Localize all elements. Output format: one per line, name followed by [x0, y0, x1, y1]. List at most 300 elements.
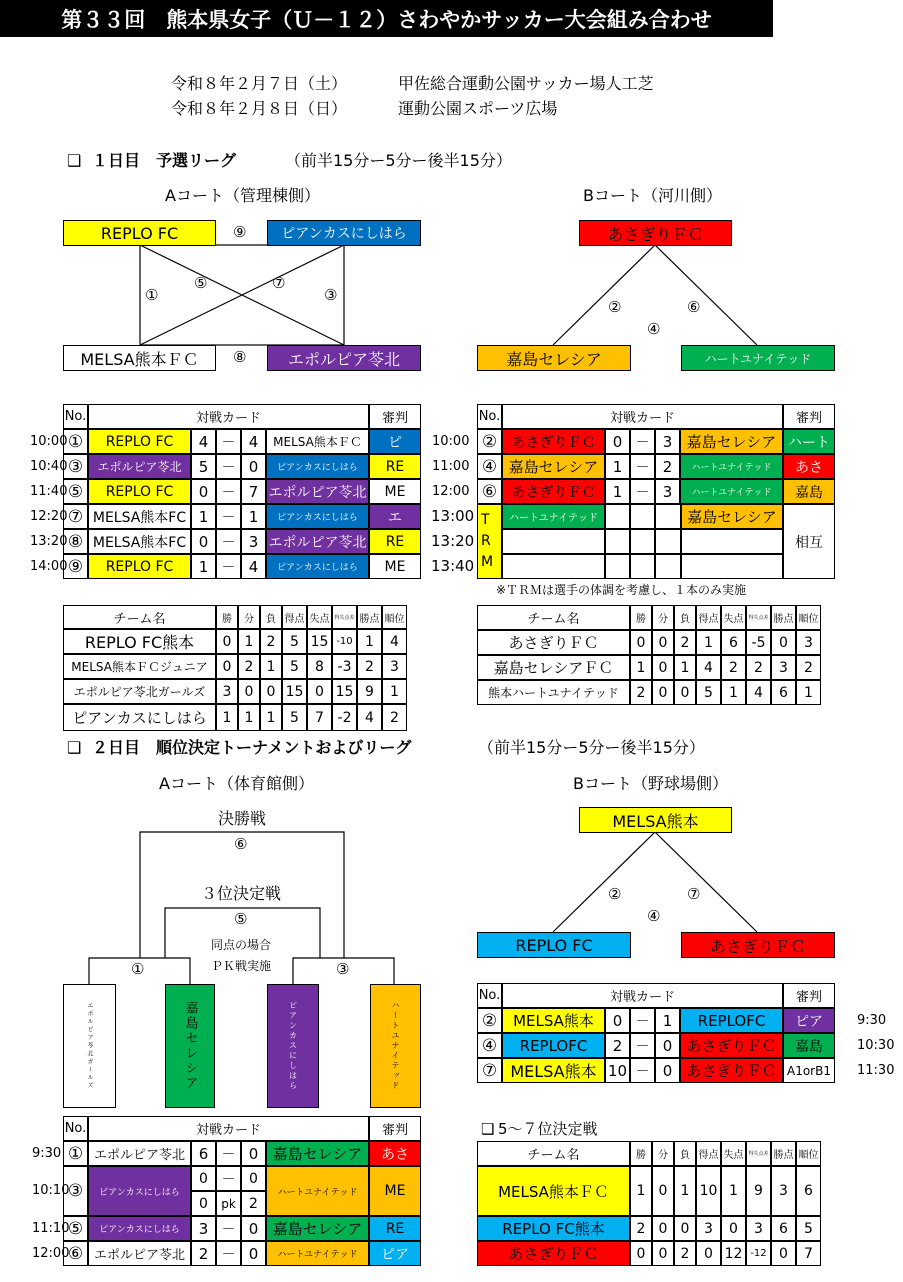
table-header-card: 対戦カード [88, 1116, 369, 1141]
match-away-score: 0 [241, 454, 266, 479]
match-no: ⑦ [63, 504, 88, 529]
standings-value: 1 [796, 680, 821, 705]
standings-value: 0 [216, 654, 238, 679]
standings-value: 1 [630, 655, 652, 680]
standings-header: 負 [260, 605, 282, 629]
day1-courtB-game-l: ② [608, 298, 622, 316]
day1-courtB-game-c: ④ [647, 320, 661, 338]
match-time: 12:20 [30, 509, 68, 524]
standings-value: 12 [721, 1241, 746, 1266]
match-time: 9:30 [32, 1146, 62, 1161]
standings-value: 5 [696, 680, 721, 705]
match-home-team: REPLO FC [88, 554, 191, 579]
standings-header: 失点 [307, 605, 332, 629]
match-no: ⑧ [63, 529, 88, 554]
standings-value: 2 [238, 654, 260, 679]
trm-cell [630, 554, 655, 579]
standings-header: 失点 [721, 1141, 746, 1166]
match-referee: エ [369, 504, 421, 529]
match-referee: ME [369, 479, 421, 504]
match-pk-label: pk [216, 1191, 241, 1216]
day1-courtA-name: Aコート（管理棟側） [165, 186, 320, 205]
match-home-team: あさぎりＦＣ [502, 429, 605, 454]
match-dash: － [216, 504, 241, 529]
match-time: 10:10 [32, 1183, 70, 1198]
match-away-score: 4 [241, 554, 266, 579]
match-dash: － [216, 1141, 241, 1166]
standings-value: 15 [282, 679, 307, 704]
match-away-team: REPLOFC [680, 1008, 783, 1033]
standings-value: 0 [630, 1241, 652, 1266]
match-home-team: エポルピア苓北 [88, 1241, 191, 1266]
match-no: ⑨ [63, 554, 88, 579]
match-home-score: 1 [605, 454, 630, 479]
standings-value: 1 [721, 680, 746, 705]
match-no: ① [63, 1141, 88, 1166]
standings-header: 分 [238, 605, 260, 629]
standings-value: 3 [696, 1216, 721, 1241]
standings-value: 8 [307, 654, 332, 679]
semi1-game-no: ① [131, 960, 145, 978]
standings-value: 15 [307, 629, 332, 654]
match-home-pk: 0 [191, 1191, 216, 1216]
standings-value: 2 [746, 655, 771, 680]
match-home-team: MELSA熊本 [502, 1008, 605, 1033]
standings-team: ピアンカスにしはら [63, 704, 216, 731]
standings-team: 嘉島セレシアＦＣ [477, 655, 630, 680]
trm-cell [655, 554, 681, 579]
match-home-score: 1 [191, 504, 216, 529]
match-dash: － [630, 1033, 655, 1058]
match-no: ③ [63, 454, 88, 479]
day2-courtB-team-bl: REPLO FC [477, 932, 631, 958]
match-time: 13:20 [30, 534, 68, 549]
match-away-score: 0 [655, 1058, 680, 1083]
match-time: 11:30 [857, 1063, 895, 1078]
day1-courtA-game-cl: ⑤ [194, 274, 208, 292]
match-away-team: 嘉島セレシア [266, 1216, 369, 1241]
standings-value: 9 [357, 679, 382, 704]
standings-value: 2 [630, 680, 652, 705]
match-referee: ME [369, 1166, 421, 1216]
match-away-score: 3 [241, 529, 266, 554]
match-referee: 嘉島 [783, 1033, 835, 1058]
table-header-ref: 審判 [783, 983, 835, 1008]
match-no: ⑤ [63, 479, 88, 504]
standings-value: 0 [771, 1241, 796, 1266]
standings-value: 5 [796, 1216, 821, 1241]
match-away-score: 1 [655, 1008, 680, 1033]
match-time: 10:00 [30, 434, 68, 449]
standings-header: 得点 [696, 1141, 721, 1166]
table-header-card: 対戦カード [88, 404, 369, 429]
standings-value: 4 [357, 704, 382, 731]
match-referee: ピア [369, 1241, 421, 1266]
match-referee: RE [369, 1216, 421, 1241]
match-home-score: 4 [191, 429, 216, 454]
match-dash: － [630, 479, 655, 504]
match-away-team: MELSA熊本ＦＣ [266, 429, 369, 454]
trm-ref: 相互 [783, 504, 835, 579]
standings-value: -12 [746, 1241, 771, 1266]
standings-value: 0 [652, 655, 674, 680]
day2-courtB-game-r: ⑦ [687, 885, 701, 903]
standings-value: 0 [652, 1216, 674, 1241]
match-dash: － [216, 429, 241, 454]
standings-header: 分 [652, 1141, 674, 1166]
day1-courtA-team-br: エポルピア苓北 [267, 345, 421, 371]
standings-value: 1 [674, 655, 696, 680]
standings-value: 7 [307, 704, 332, 731]
match-away-score: 0 [241, 1166, 266, 1191]
match-home-team: エポルピア苓北 [88, 1141, 191, 1166]
place57-title: 5～７位決定戦 [498, 1120, 598, 1138]
match-dash: － [216, 479, 241, 504]
trm-time3: 13:40 [431, 557, 475, 575]
match-home-team: ピアンカスにしはら [88, 1166, 191, 1216]
standings-header: 負 [674, 605, 696, 630]
match-away-team: ハートユナイテッド [680, 479, 783, 504]
bracket-team-3: ピアンカスにしはら [267, 984, 319, 1108]
match-home-team: 嘉島セレシア [502, 454, 605, 479]
table-header-no: No. [63, 1116, 88, 1141]
standings-value: 2 [382, 704, 407, 731]
match-dash: － [630, 1058, 655, 1083]
match-no: ③ [63, 1166, 88, 1216]
final-label: 決勝戦 [218, 809, 267, 828]
match-home-score: 5 [191, 454, 216, 479]
standings-value: 1 [382, 679, 407, 704]
standings-value: 3 [216, 679, 238, 704]
match-home-score: 0 [605, 429, 630, 454]
match-no: ⑥ [477, 479, 502, 504]
standings-value: -3 [332, 654, 357, 679]
venue-day1: 甲佐総合運動公園サッカー場人工芝 [398, 74, 654, 93]
standings-value: 2 [721, 655, 746, 680]
day2-courtB-team-br: あさぎりＦＣ [681, 932, 835, 958]
match-referee: あさ [369, 1141, 421, 1166]
standings-value: 0 [674, 680, 696, 705]
match-home-score: 0 [605, 1008, 630, 1033]
match-referee: ピ [369, 429, 421, 454]
standings-value: 5 [282, 629, 307, 654]
match-no: ⑦ [477, 1058, 502, 1083]
standings-value: 15 [332, 679, 357, 704]
standings-header: 負 [674, 1141, 696, 1166]
match-dash: － [216, 554, 241, 579]
standings-header: 得失点差 [746, 1141, 771, 1166]
table-header-ref: 審判 [369, 404, 421, 429]
match-away-score: 0 [655, 1033, 680, 1058]
standings-value: 0 [652, 1166, 674, 1216]
match-away-team: 嘉島セレシア [266, 1141, 369, 1166]
match-time: 10:00 [432, 434, 470, 449]
standings-team: あさぎりＦＣ [477, 1241, 630, 1266]
page-title: 第３３回 熊本県女子（Ｕ－１２）さわやかサッカー大会組み合わせ [0, 0, 773, 37]
match-home-team: エポルピア苓北 [88, 454, 191, 479]
standings-value: 1 [721, 1166, 746, 1216]
standings-value: 9 [746, 1166, 771, 1216]
standings-value: 3 [796, 630, 821, 655]
trm-cell [655, 504, 681, 529]
standings-header: 勝点 [771, 1141, 796, 1166]
match-away-team: ハートユナイテッド [266, 1166, 369, 1216]
match-away-team: ハートユナイテッド [680, 454, 783, 479]
standings-value: 3 [771, 655, 796, 680]
match-dash: － [630, 1008, 655, 1033]
standings-value: -2 [332, 704, 357, 731]
standings-value: 1 [630, 1166, 652, 1216]
standings-value: 1 [357, 629, 382, 654]
standings-header: 順位 [796, 605, 821, 630]
standings-value: -5 [746, 630, 771, 655]
standings-value: 6 [771, 1216, 796, 1241]
match-home-team: ピアンカスにしはら [88, 1216, 191, 1241]
day1-courtA-game-right: ③ [324, 286, 338, 304]
standings-value: 5 [282, 654, 307, 679]
match-away-score: 4 [241, 429, 266, 454]
table-header-no: No. [63, 404, 88, 429]
standings-value: 6 [796, 1166, 821, 1216]
match-time: 11:00 [432, 459, 470, 474]
match-away-team: ピアンカスにしはら [266, 454, 369, 479]
standings-value: 2 [630, 1216, 652, 1241]
standings-header: チーム名 [477, 1141, 630, 1166]
match-away-pk: 2 [241, 1191, 266, 1216]
table-header-card: 対戦カード [502, 983, 783, 1008]
trm-cell [630, 504, 655, 529]
standings-value: 0 [771, 630, 796, 655]
standings-value: 0 [260, 679, 282, 704]
match-away-score: 7 [241, 479, 266, 504]
table-header-card: 対戦カード [502, 404, 783, 429]
match-time: 11:10 [32, 1221, 70, 1236]
day2-courtB-name: Bコート（野球場側） [573, 774, 728, 793]
match-home-score: 2 [605, 1033, 630, 1058]
table-header-ref: 審判 [369, 1116, 421, 1141]
match-dash: － [216, 1241, 241, 1266]
third-game-no: ⑤ [234, 910, 248, 928]
standings-value: 1 [674, 1166, 696, 1216]
date-day1: 令和８年２月７日（土） [171, 74, 348, 93]
match-dash: － [216, 454, 241, 479]
match-dash: － [216, 1216, 241, 1241]
day1-courtB-game-r: ⑥ [687, 298, 701, 316]
standings-value: 3 [382, 654, 407, 679]
standings-value: 2 [260, 629, 282, 654]
match-home-team: MELSA熊本FC [88, 504, 191, 529]
match-no: ④ [477, 1033, 502, 1058]
match-time: 11:40 [30, 484, 68, 499]
standings-header: 勝 [216, 605, 238, 629]
standings-team: REPLO FC熊本 [477, 1216, 630, 1241]
standings-value: 0 [630, 630, 652, 655]
trm-cell [630, 529, 655, 554]
match-time: 14:00 [30, 559, 68, 574]
standings-value: 3 [771, 1166, 796, 1216]
standings-header: チーム名 [63, 605, 216, 629]
match-away-score: 3 [655, 429, 680, 454]
match-referee: ME [369, 554, 421, 579]
day1-courtA-team-tl: REPLO FC [63, 220, 216, 246]
match-away-score: 1 [241, 504, 266, 529]
trm-time1: 13:00 [431, 507, 475, 525]
standings-value: 10 [696, 1166, 721, 1216]
match-away-score: 0 [241, 1141, 266, 1166]
match-no: ② [477, 429, 502, 454]
match-dash: － [630, 454, 655, 479]
trm-note: ※ＴＲＭは選手の体調を考慮し、１本のみ実施 [496, 583, 747, 597]
match-away-team: 嘉島セレシア [680, 429, 783, 454]
standings-team: 熊本ハートユナイテッド [477, 680, 630, 705]
trm-home: ハートユナイテッド [502, 504, 605, 529]
semi2-game-no: ③ [336, 960, 350, 978]
day1-courtA-team-bl: MELSA熊本ＦＣ [63, 345, 216, 371]
standings-value: 2 [357, 654, 382, 679]
trm-cell [681, 554, 783, 579]
standings-header: チーム名 [477, 605, 630, 630]
standings-header: 得失点差 [332, 605, 357, 629]
match-home-score: 10 [605, 1058, 630, 1083]
standings-header: 分 [652, 605, 674, 630]
venue-day2: 運動公園スポーツ広場 [398, 99, 558, 118]
match-home-score: 1 [191, 554, 216, 579]
day1-courtB-team-br: ハートユナイテッド [681, 345, 835, 371]
match-dash: － [216, 1166, 241, 1191]
standings-team: REPLO FC熊本 [63, 629, 216, 654]
match-home-team: MELSA熊本FC [88, 529, 191, 554]
standings-team: MELSA熊本ＦＣジュニア [63, 654, 216, 679]
match-time: 10:30 [857, 1038, 895, 1053]
trm-cell [605, 529, 630, 554]
standings-header: 得点 [696, 605, 721, 630]
day2-header: ２日目 順位決定トーナメントおよびリーグ [92, 738, 412, 757]
match-home-team: REPLOFC [502, 1033, 605, 1058]
match-home-score: 6 [191, 1141, 216, 1166]
match-no: ① [63, 429, 88, 454]
standings-header: 勝点 [357, 605, 382, 629]
day2-courtA-name: Aコート（体育館側） [159, 774, 314, 793]
standings-header: 得点 [282, 605, 307, 629]
standings-value: 4 [746, 680, 771, 705]
day1-header: １日目 予選リーグ [92, 151, 237, 170]
pk-note-1: 同点の場合 [211, 938, 272, 952]
match-home-score: 0 [191, 1166, 216, 1191]
match-dash: － [630, 429, 655, 454]
trm-away: 嘉島セレシア [681, 504, 783, 529]
standings-value: 0 [238, 679, 260, 704]
match-home-team: MELSA熊本 [502, 1058, 605, 1083]
day1-courtA-game-top: ⑨ [233, 223, 247, 241]
standings-value: 1 [238, 704, 260, 731]
standings-value: 2 [674, 1241, 696, 1266]
day2-format: （前半15分ー5分ー後半15分） [478, 738, 705, 757]
standings-value: 6 [721, 630, 746, 655]
day1-courtA-game-bottom: ⑧ [233, 348, 247, 366]
standings-team: エポルピア苓北ガールズ [63, 679, 216, 704]
standings-value: -10 [332, 629, 357, 654]
table-header-no: No. [477, 983, 502, 1008]
standings-value: 0 [696, 1241, 721, 1266]
standings-value: 0 [721, 1216, 746, 1241]
trm-cell [605, 504, 630, 529]
standings-value: 1 [216, 704, 238, 731]
day1-courtA-game-cr: ⑦ [272, 274, 286, 292]
day1-courtA-team-tr: ピアンカスにしはら [267, 220, 421, 246]
trm-cell [502, 554, 605, 579]
standings-value: 0 [216, 629, 238, 654]
match-no: ⑤ [63, 1216, 88, 1241]
day1-checkbox-icon: ❑ [67, 151, 82, 170]
match-no: ② [477, 1008, 502, 1033]
standings-value: 1 [238, 629, 260, 654]
standings-header: 勝点 [771, 605, 796, 630]
trm-cell [681, 529, 783, 554]
match-no: ⑥ [63, 1241, 88, 1266]
standings-value: 5 [282, 704, 307, 731]
match-away-team: エポルピア苓北 [266, 529, 369, 554]
match-time: 9:30 [857, 1013, 887, 1028]
match-away-score: 0 [241, 1241, 266, 1266]
standings-header: 順位 [382, 605, 407, 629]
bracket-team-4: ハートユナイテッド [370, 984, 421, 1108]
standings-value: 2 [674, 630, 696, 655]
match-home-score: 3 [191, 1216, 216, 1241]
match-home-team: REPLO FC [88, 479, 191, 504]
match-away-score: 0 [241, 1216, 266, 1241]
match-away-team: エポルピア苓北 [266, 479, 369, 504]
match-referee: RE [369, 529, 421, 554]
standings-value: 6 [771, 680, 796, 705]
match-away-team: ピアンカスにしはら [266, 554, 369, 579]
match-home-score: 1 [605, 479, 630, 504]
match-dash: － [216, 529, 241, 554]
standings-value: 0 [307, 679, 332, 704]
standings-value: 0 [652, 630, 674, 655]
match-referee: ハート [783, 429, 835, 454]
match-no: ④ [477, 454, 502, 479]
day1-courtB-team-top: あさぎりＦＣ [579, 220, 732, 246]
standings-value: 3 [746, 1216, 771, 1241]
standings-header: 勝 [630, 1141, 652, 1166]
match-home-team: あさぎりＦＣ [502, 479, 605, 504]
match-home-score: 0 [191, 479, 216, 504]
match-home-team: REPLO FC [88, 429, 191, 454]
match-time: 10:40 [30, 459, 68, 474]
day2-courtB-game-c: ④ [647, 907, 661, 925]
pk-note-2: ＰＫ戦実施 [211, 959, 272, 973]
day1-courtB-name: Bコート（河川側） [583, 186, 722, 205]
match-away-team: あさぎりＦＣ [680, 1033, 783, 1058]
match-referee: ピア [783, 1008, 835, 1033]
match-away-team: あさぎりＦＣ [680, 1058, 783, 1083]
standings-header: 得失点差 [746, 605, 771, 630]
standings-value: 4 [382, 629, 407, 654]
day1-format: （前半15分ー5分ー後半15分） [285, 151, 512, 170]
match-referee: A1orB1 [783, 1058, 835, 1083]
day1-courtA-game-left: ① [145, 286, 159, 304]
standings-value: 0 [652, 680, 674, 705]
match-referee: 嘉島 [783, 479, 835, 504]
standings-header: 勝 [630, 605, 652, 630]
match-away-team: ハートユナイテッド [266, 1241, 369, 1266]
standings-team: あさぎりＦＣ [477, 630, 630, 655]
match-time: 12:00 [432, 484, 470, 499]
final-game-no: ⑥ [234, 835, 248, 853]
standings-value: 1 [260, 654, 282, 679]
trm-label: TRM [477, 504, 502, 579]
day2-courtB-game-l: ② [608, 885, 622, 903]
